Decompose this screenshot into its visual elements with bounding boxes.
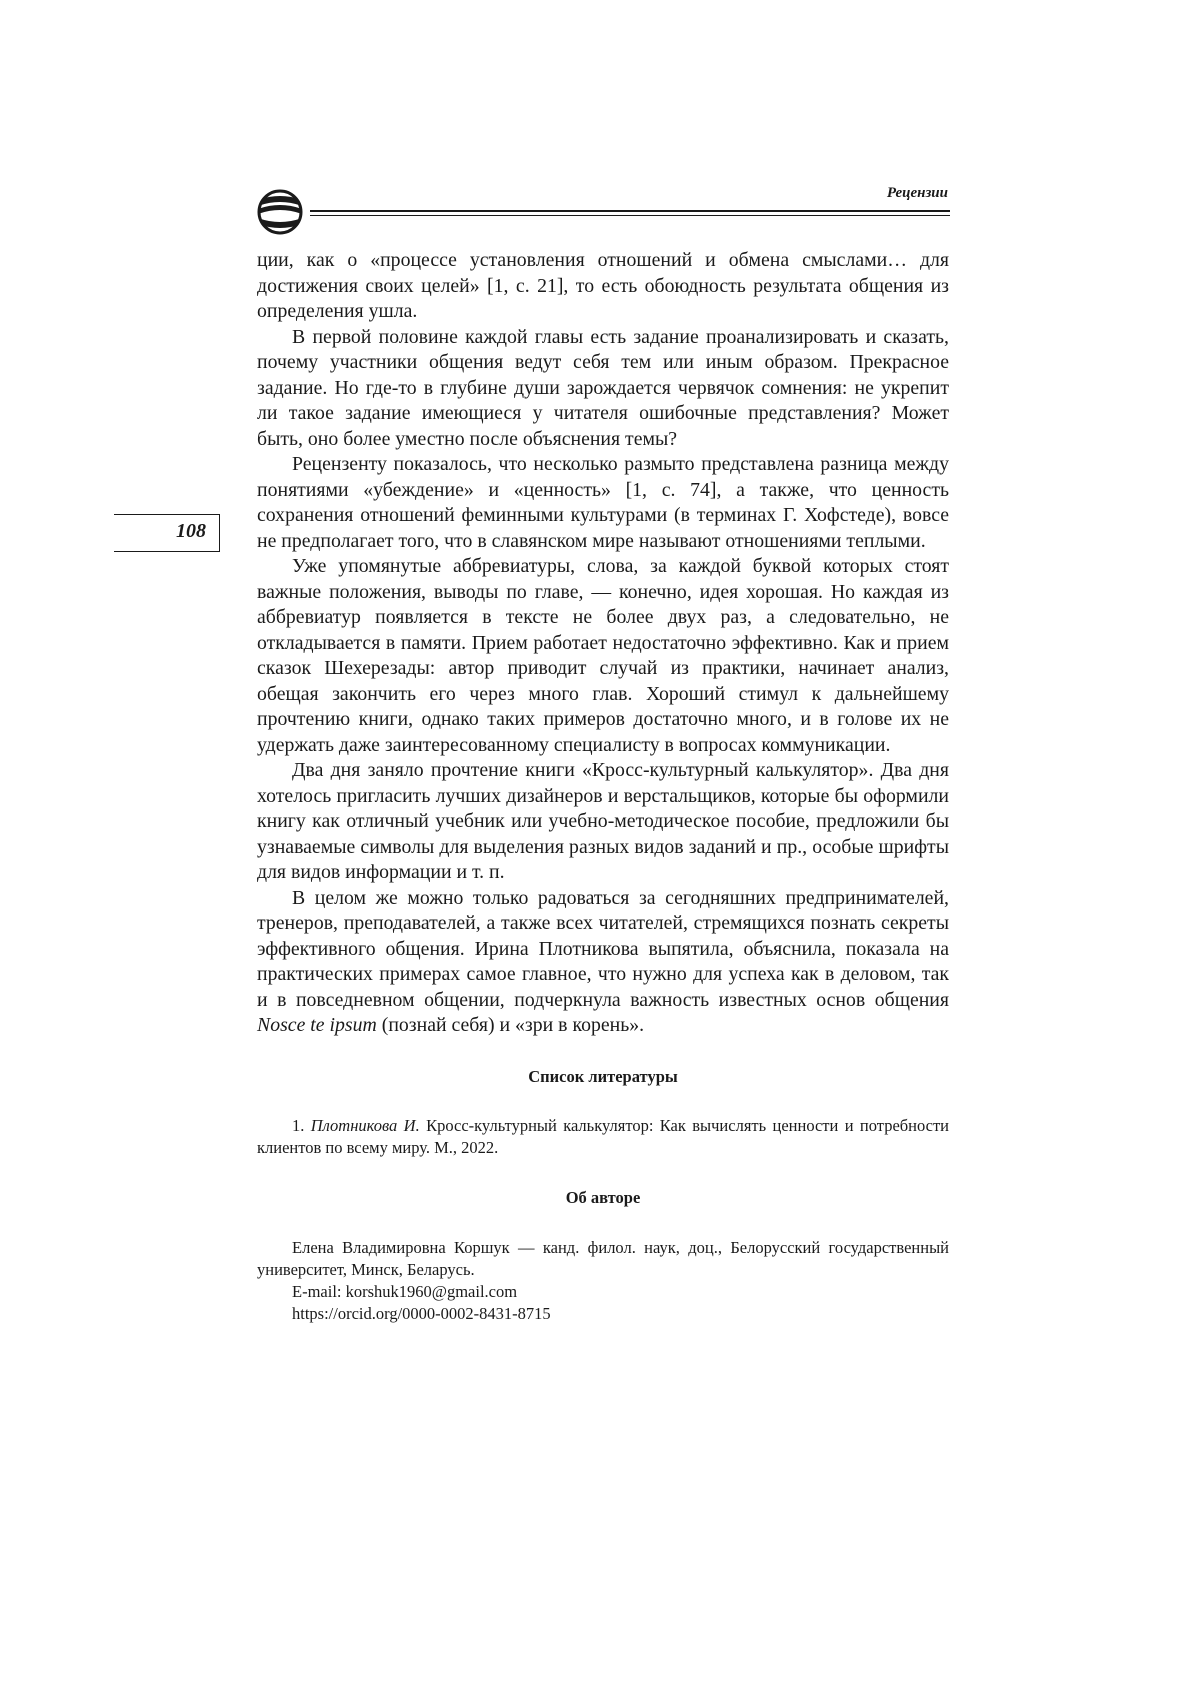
reference-text: Кросс-культурный калькулятор: Как вычислять ценности и потребности клиентов по всему миру. М., 2022. (257, 1115, 950, 1157)
page-number-box (114, 514, 220, 552)
paragraph: Уже упомянутые аббревиатуры, слова, за каждой буквой которых стоят важные положения, выводы по главе, — конечно, идея хорошая. Но каждая из аббревиатур появляется в тексте не более двух раз, а следовательно, не откладывается в памяти. Прием работает недостаточно эффективно. Как и прием сказок Шехерезады: автор приводит случай из практики, начинает анализ, обещая закончить его через много глав. Хороший стимул к дальнейшему прочтению книги, однако таких примеров достаточно много, и в голове их не удержать даже заинтересованному специалисту в вопросах коммуникации. (257, 555, 949, 756)
article-body (257, 248, 949, 1325)
header-rule-thick (310, 210, 950, 212)
paragraph: В первой половине каждой главы есть задание проанализировать и сказать, почему участники общения ведут себя тем или иным образом. Прекрасное задание. Но где-то в глубине души зарождается червячок сомнения: не укрепит ли такое задание имеющиеся у читателя ошибочные представления? Может быть, оно более уместно после объяснения темы? (257, 325, 949, 450)
paragraph: Два дня заняло прочтение книги «Кросс-культурный калькулятор». Два дня хотелось пригласить лучших дизайнеров и верстальщиков, которые бы оформили книгу как отличный учебник или учебно-методическое пособие, предложили бы узнаваемые символы для выделения разных видов заданий и пр., особые шрифты для видов информации и т. п. (257, 759, 949, 883)
paragraph: ции, как о «процессе установления отношений и обмена смыслами… для достижения своих целей» [1, с. 21], то есть обоюдность результата общения из определения ушла. (257, 249, 949, 322)
about-author-text: Елена Владимировна Коршук — канд. филол. наук, доц., Белорусский государственный университет, Минск, Беларусь. (257, 1237, 949, 1279)
author-email: E-mail: korshuk1960@gmail.com (292, 1281, 518, 1301)
journal-logo-icon (256, 188, 304, 236)
reference-item (257, 1115, 949, 1159)
page-number: 108 (176, 520, 206, 542)
header-rule-thin (310, 215, 950, 216)
reference-number: 1. (292, 1115, 305, 1135)
paragraph-text: В целом же можно только радоваться за сегодняшних предпринимателей, тренеров, преподавателей, а также всех читателей, стремящихся познать секреты эффективного общения. Ирина Плотникова выпятила, объяснила, показала на практических примерах самое главное, что нужно для успеха как в деловом, так и в повседневном общении, подчеркнула важность известных основ общения (257, 886, 949, 1011)
paragraph: Рецензенту показалось, что несколько размыто представлена разница между понятиями «убеждение» и «ценность» [1, с. 74], а также, что ценность сохранения отношений феминными культурами (в терминах Г. Хофстеде), вовсе не предполагает того, что в славянском мире называют отношениями теплыми. (257, 453, 949, 552)
latin-phrase: Nosce te ipsum (257, 1014, 377, 1036)
author-orcid: https://orcid.org/0000-0002-8431-8715 (292, 1303, 551, 1323)
section-title: Рецензии (886, 185, 948, 201)
reference-author: Плотникова И. (310, 1115, 420, 1135)
about-author-heading: Об авторе (565, 1187, 641, 1207)
paragraph-text: (познай себя) и «зри в корень». (381, 1014, 645, 1036)
references-heading: Список литературы (528, 1066, 678, 1086)
paragraph-final (257, 886, 949, 1039)
running-header (256, 185, 950, 236)
